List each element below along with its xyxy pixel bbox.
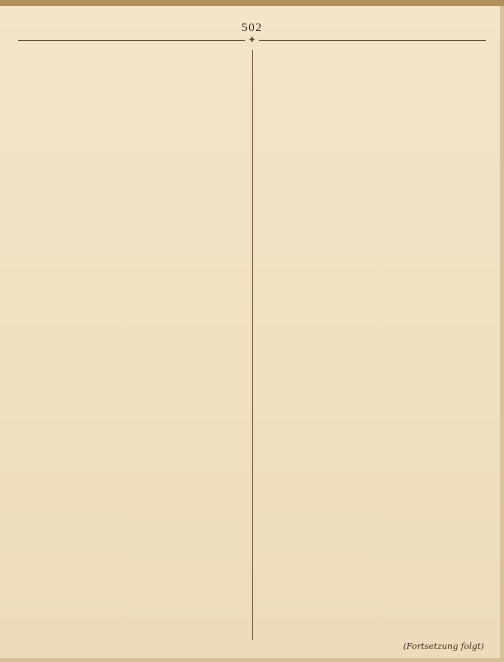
paper-edge-bottom bbox=[0, 658, 504, 662]
page-number: 502 bbox=[241, 20, 263, 34]
column-divider bbox=[252, 50, 253, 640]
continued-label: (Fortsetzung folgt) bbox=[403, 642, 484, 652]
ornament-icon: ✦ bbox=[245, 36, 259, 46]
left-column-text bbox=[18, 50, 246, 640]
right-column-text bbox=[258, 50, 486, 640]
text-columns bbox=[18, 50, 486, 640]
paper-edge-right bbox=[500, 6, 504, 662]
header-rule bbox=[18, 36, 486, 46]
